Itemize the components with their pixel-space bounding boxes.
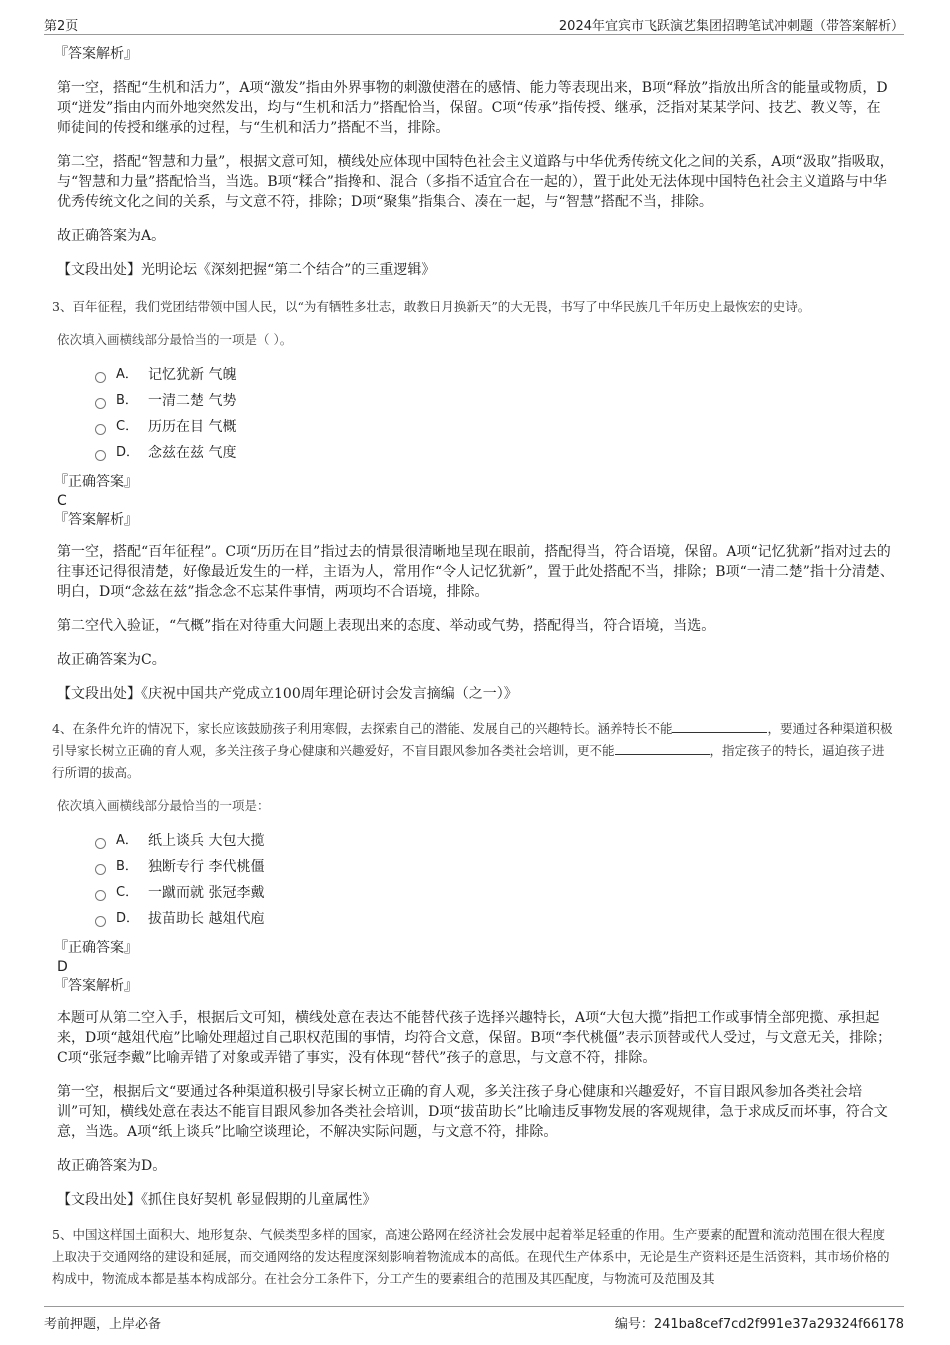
source-citation: 【文段出处】光明论坛《深刻把握“第二个结合”的三重逻辑》 (57, 262, 436, 278)
question-prompt: 依次填入画横线部分最恰当的一项是（ ）。 (57, 332, 293, 347)
option-list (95, 828, 894, 932)
option-b[interactable]: B． 一清二楚 气势 (95, 388, 894, 414)
radio-icon[interactable] (95, 424, 106, 435)
source-citation: 【文段出处】《抓住良好契机 彰显假期的儿童属性》 (57, 1192, 377, 1208)
radio-icon[interactable] (95, 450, 106, 461)
correct-answer-label: 『正确答案』 (54, 474, 138, 490)
question-stem: 3、百年征程，我们党团结带领中国人民，以“为有牺牲多壮志，敢教日月换新天”的大无畏，书写了中华民族几千年历史上最恢宏的史诗。 (52, 299, 811, 314)
answer-conclusion: 故正确答案为C。 (57, 652, 166, 668)
analysis-paragraph: 第一空，搭配“百年征程”。C项“历历在目”指过去的情景很清晰地呈现在眼前，搭配得当，符合语境，保留。A项“记忆犹新”指对过去的往事还记得很清楚，好像最近发生的一样，主语为人，常用作“令人记忆犹新”，置于此处搭配不当，排除；B项“一清二楚”指十分清楚、明白，D项“念兹在兹”指念念不忘某件事情，两项均不合语境，排除。 (57, 544, 894, 600)
analysis-paragraph: 第二空，搭配“智慧和力量”，根据文意可知，横线处应体现中国特色社会主义道路与中华优秀传统文化之间的关系，A项“汲取”指吸取，与“智慧和力量”搭配恰当，当选。B项“糅合”指搀和、混合（多指不适宜合在一起的），置于此处无法体现中国特色社会主义道路与中华优秀传统文化之间的关系，与文意不符，排除；D项“聚集”指集合、凑在一起，与“智慧”搭配不当，排除。 (57, 154, 894, 210)
correct-answer: D (57, 959, 68, 975)
question-stem: 4、在条件允许的情况下，家长应该鼓励孩子利用寒假，去探索自己的潜能、发展自己的兴趣特长。涵养特长不能 ，要通过各种渠道积极引导家长树立正确的育人观，多关注孩子身心健康和兴趣爱好，不盲目跟风参加各类社会培训，更不能 ，指定孩子的特长，逼迫孩子进行所谓的拔高。 (52, 721, 893, 780)
radio-icon[interactable] (95, 916, 106, 927)
answer-conclusion: 故正确答案为D。 (57, 1158, 167, 1174)
option-c[interactable]: C． 历历在目 气概 (95, 414, 894, 440)
option-a[interactable]: A． 记忆犹新 气魄 (95, 362, 894, 388)
analysis-paragraph: 本题可从第二空入手，根据后文可知，横线处意在表达不能替代孩子选择兴趣特长，A项“大包大揽”指把工作或事情全部兜揽、承担起来，D项“越俎代庖”比喻处理超过自己职权范围的事情，均符合文意，保留。B项“李代桃僵”表示顶替或代人受过，与文意无关，排除；C项“张冠李戴”比喻弄错了对象或弄错了事实，没有体现“替代”孩子的意思，与文意不符，排除。 (57, 1010, 892, 1066)
page-header (44, 12, 904, 35)
option-a[interactable]: A． 纸上谈兵 大包大揽 (95, 828, 894, 854)
analysis-paragraph: 第一空，搭配“生机和活力”，A项“激发”指由外界事物的刺激使潜在的感情、能力等表现出来，B项“释放”指放出所含的能量或物质，D项“迸发”指由内而外地突然发出，均与“生机和活力”搭配恰当，保留。C项“传承”指传授、继承，泛指对某某学问、技艺、教义等，在师徒间的传授和继承的过程，与“生机和活力”搭配不当，排除。 (57, 80, 888, 136)
page-footer (44, 1306, 904, 1332)
option-list (95, 362, 894, 466)
footer-slogan: 考前押题，上岸必备 (44, 1317, 162, 1332)
option-d[interactable]: D． 念兹在兹 气度 (95, 440, 894, 466)
question-prompt: 依次填入画横线部分最恰当的一项是： (57, 798, 270, 813)
correct-answer-label: 『正确答案』 (54, 940, 138, 956)
analysis-label: 『答案解析』 (54, 978, 138, 994)
radio-icon[interactable] (95, 372, 106, 383)
analysis-label: 『答案解析』 (54, 512, 138, 528)
option-c[interactable]: C． 一蹴而就 张冠李戴 (95, 880, 894, 906)
question-stem: 5、中国这样国土面积大、地形复杂、气候类型多样的国家，高速公路网在经济社会发展中起着举足轻重的作用。生产要素的配置和流动范围在很大程度上取决于交通网络的建设和延展，而交通网络的发达程度深刻影响着物流成本的高低。在现代生产体系中，无论是生产资料还是生活资料，其市场价格的构成中，物流成本都是基本构成部分。在社会分工条件下，分工产生的要素组合的范围及其匹配度，与物流可及范围及其 (52, 1227, 890, 1286)
answer-conclusion: 故正确答案为A。 (57, 228, 166, 244)
radio-icon[interactable] (95, 398, 106, 409)
analysis-paragraph: 第一空，根据后文“要通过各种渠道积极引导家长树立正确的育人观，多关注孩子身心健康和兴趣爱好，不盲目跟风参加各类社会培训”可知，横线处意在表达不能盲目跟风参加各类社会培训，D项“拔苗助长”比喻违反事物发展的客观规律，急于求成反而坏事，符合文意，当选。A项“纸上谈兵”比喻空谈理论，不解决实际问题，与文意不符，排除。 (57, 1084, 888, 1140)
radio-icon[interactable] (95, 864, 106, 875)
blank-line (615, 742, 710, 755)
option-d[interactable]: D． 拔苗助长 越俎代庖 (95, 906, 894, 932)
page-number: 第2页 (44, 19, 79, 34)
correct-answer: C (57, 493, 67, 509)
analysis-paragraph: 第二空代入验证，“气概”指在对待重大问题上表现出来的态度、举动或气势，搭配得当，符合语境，当选。 (57, 618, 716, 634)
radio-icon[interactable] (95, 838, 106, 849)
option-b[interactable]: B． 独断专行 李代桃僵 (95, 854, 894, 880)
blank-line (672, 720, 767, 733)
analysis-label: 『答案解析』 (54, 46, 138, 62)
source-citation: 【文段出处】《庆祝中国共产党成立100周年理论研讨会发言摘编（之一）》 (57, 686, 518, 702)
document-title: 2024年宜宾市飞跃演艺集团招聘笔试冲刺题（带答案解析） (558, 19, 904, 34)
document-body (52, 44, 894, 1290)
document-id: 编号：241ba8cef7cd2f991e37a29324f66178 (614, 1317, 904, 1332)
radio-icon[interactable] (95, 890, 106, 901)
